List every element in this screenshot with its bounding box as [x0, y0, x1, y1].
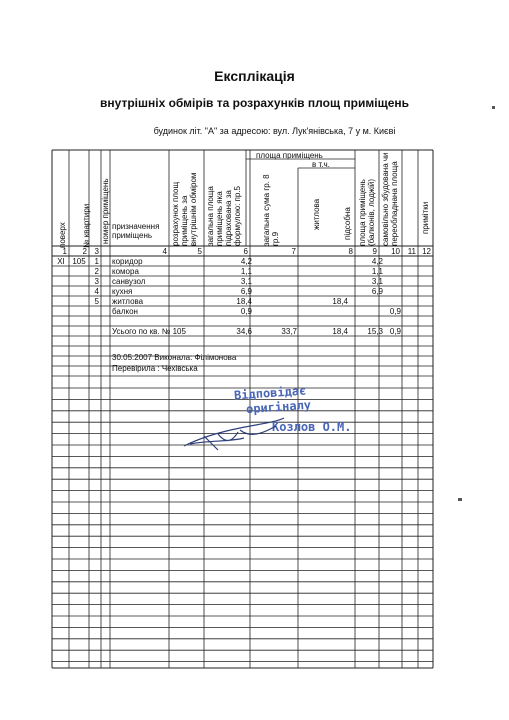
row-name: комора: [112, 267, 139, 276]
header-sum-area: загальна сума гр. 8 гр.9: [262, 174, 280, 246]
column-number: 3: [94, 247, 99, 256]
scan-mark: [458, 498, 462, 501]
row-total: 3,1: [240, 277, 252, 286]
row-name: балкон: [112, 307, 138, 316]
header-loggia: площа приміщень (балконів, лоджій): [358, 178, 376, 246]
row-no: 5: [94, 297, 99, 306]
document-subtitle: внутрішніх обмірів та розрахунків площ приміщень: [100, 96, 409, 110]
header-room-no: номер приміщень: [101, 178, 110, 244]
summary-auxiliary: 15,3: [367, 327, 383, 336]
column-number: 10: [391, 247, 400, 256]
header-living: житлова: [312, 198, 321, 230]
row-no: 1: [94, 257, 99, 266]
summary-label: Усього по кв. № 105: [112, 327, 186, 336]
row-aux: 3,1: [371, 277, 383, 286]
header-notes: примітки: [421, 201, 430, 234]
row-aux: 6,9: [371, 287, 383, 296]
row-name: санвузол: [112, 277, 146, 286]
header-floor: поверх: [58, 222, 67, 248]
row-living: 18,4: [332, 297, 348, 306]
column-number: 12: [422, 247, 431, 256]
row-aux: 1,1: [371, 267, 383, 276]
column-number: 9: [372, 247, 377, 256]
executed-line: 30.05.2007 Виконала: Філімонова: [112, 353, 237, 362]
summary-balcony: 0,9: [389, 327, 401, 336]
header-apartment-no: № квартири: [82, 203, 91, 248]
column-number: 11: [407, 247, 416, 256]
row-name: житлова: [112, 297, 144, 306]
row-name: коридор: [112, 257, 143, 266]
summary-total: 34,6: [236, 327, 252, 336]
row-total: 0,9: [240, 307, 252, 316]
row-balcony: 0,9: [389, 307, 401, 316]
column-number: 4: [162, 247, 167, 256]
address-line: будинок літ. "А" за адресою: вул. Лук'янівська, 7 у м. Києві: [153, 126, 396, 136]
header-calc-area: розрахунок площ приміщень за внутрішнім обміром: [171, 172, 198, 246]
row-total: 1,1: [240, 267, 252, 276]
row-total: 6,9: [240, 287, 252, 296]
header-purpose: призначення приміщень: [112, 222, 160, 240]
row-no: 4: [94, 287, 99, 296]
header-auxiliary: підсобна: [343, 207, 352, 240]
row-name: кухня: [112, 287, 133, 296]
row-apt: 105: [72, 257, 86, 266]
row-total: 4,2: [240, 257, 252, 266]
column-number: 7: [291, 247, 296, 256]
column-number: 1: [62, 247, 67, 256]
row-no: 2: [94, 267, 99, 276]
column-number: 2: [82, 247, 87, 256]
scan-mark: [492, 106, 495, 109]
stamp-line-2: оригіналу: [245, 397, 312, 417]
column-number: 8: [348, 247, 353, 256]
header-total-area: загальна площа приміщень яка підрахована за формулою: пр.5: [206, 186, 242, 246]
row-floor: XI: [57, 257, 65, 266]
column-number: 5: [197, 247, 202, 256]
checked-line: Перевірила : Чехівська: [112, 364, 198, 373]
header-including: в т.ч.: [312, 160, 330, 169]
summary-living: 18,4: [332, 327, 348, 336]
header-area-group: площа приміщень: [256, 151, 323, 160]
stamp-line-1: Відповідає: [233, 383, 307, 403]
row-total: 18,4: [236, 297, 252, 306]
summary-sum: 33,7: [281, 327, 297, 336]
column-number: 6: [243, 247, 248, 256]
document-title: Експлікація: [214, 68, 295, 84]
signature-icon: [180, 408, 290, 454]
stamp-name: Козлов О.М.: [272, 420, 352, 434]
row-no: 3: [94, 277, 99, 286]
header-self-built: самовільно збудована чи переобладнана площа: [381, 152, 399, 246]
row-aux: 4,2: [371, 257, 383, 266]
